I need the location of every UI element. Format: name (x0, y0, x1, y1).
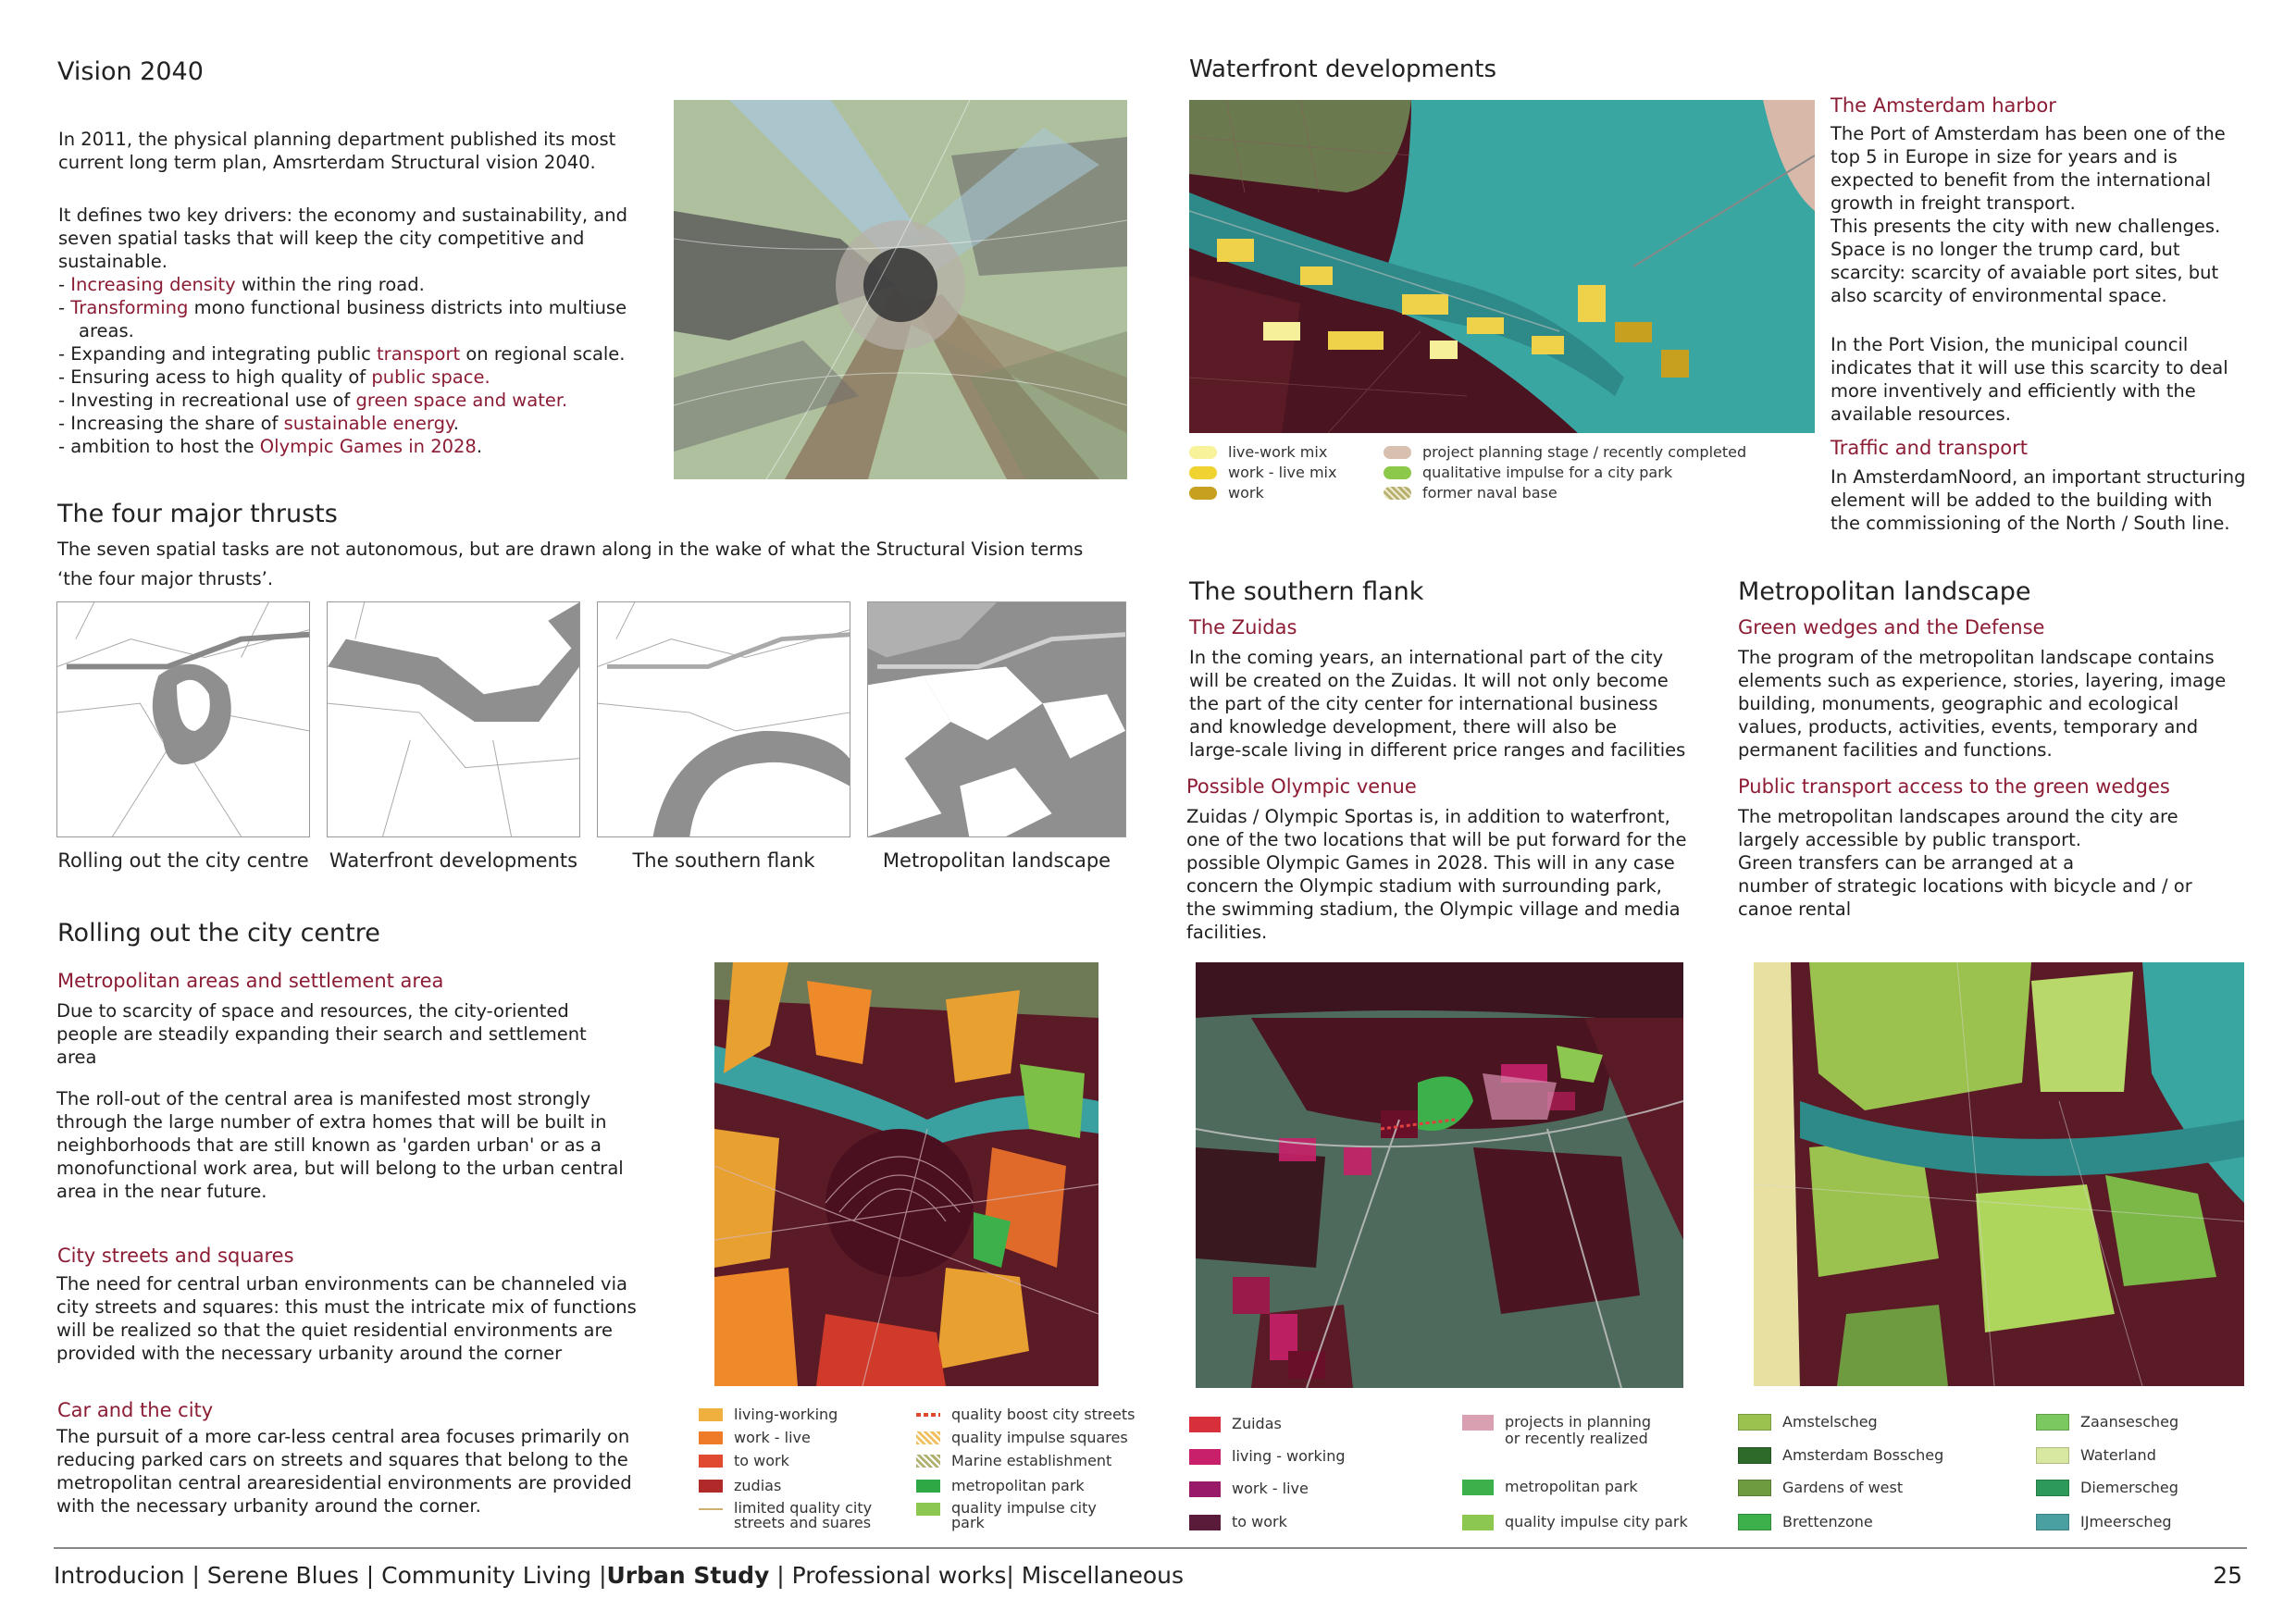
task-pre: - (58, 274, 71, 295)
metro-p2-line: Green transfers can be arranged at a (1738, 852, 2075, 873)
rolling-h3: Car and the city (57, 1399, 214, 1421)
harbor-text (1831, 122, 2226, 307)
legend-label: to work (734, 1452, 789, 1469)
harbor-line: The Port of Amsterdam has been one of the (1831, 123, 2226, 144)
legend-swatch (1384, 446, 1411, 459)
task-highlight: public space. (371, 366, 490, 388)
southern-p2-line: Zuidas / Olympic Sportas is, in addition to waterfront, (1186, 806, 1670, 827)
legend-item (1189, 444, 1327, 461)
rolling-p2 (56, 1087, 624, 1203)
footer-separator: | (1006, 1562, 1022, 1589)
traffic-line: In AmsterdamNoord, an important structuring (1831, 466, 2246, 488)
metro-h2: Public transport access to the green wedges (1738, 775, 2170, 798)
legend-label: qualitative impulse for a city park (1422, 464, 1673, 481)
task-pre: - Investing in recreational use of (58, 390, 356, 411)
legend-label: Brettenzone (1782, 1513, 1873, 1530)
legend-label: project planning stage / recently completed (1422, 443, 1747, 461)
legend-label: former naval base (1422, 484, 1558, 502)
legend-label: zudias (734, 1477, 782, 1494)
metro-p1-line: permanent facilities and functions. (1738, 739, 2053, 761)
harbor-line: growth in freight transport. (1831, 192, 2076, 214)
footer-separator: | (776, 1562, 792, 1589)
legend-swatch (1738, 1414, 1771, 1431)
task-post: on regional scale. (460, 343, 626, 365)
harbor-line: also scarcity of environmental space. (1831, 285, 2167, 306)
legend-swatch (1738, 1447, 1771, 1464)
legend-swatch (916, 1431, 940, 1444)
legend-item (1189, 1514, 1287, 1530)
thumb-caption: Metropolitan landscape (882, 849, 1111, 872)
legend-swatch (1189, 1481, 1221, 1497)
metro-p2-line: canoe rental (1738, 898, 1852, 920)
southern-title: The southern flank (1189, 577, 1424, 606)
legend-item (1384, 444, 1746, 461)
harbor-line: This presents the city with new challenges. (1831, 216, 2221, 237)
southern-p2 (1186, 805, 1686, 944)
legend-label: Zaansescheg (2080, 1413, 2179, 1431)
legend-item (916, 1453, 1111, 1469)
vision-task (58, 389, 627, 412)
legend-swatch (1738, 1480, 1771, 1496)
thumb-caption: Rolling out the city centre (57, 849, 309, 872)
legend-item (1462, 1514, 1688, 1530)
legend-item (1462, 1414, 1666, 1447)
southern-p2-line: the swimming stadium, the Olympic village and media (1186, 898, 1681, 920)
metro-p1 (1738, 646, 2226, 762)
legend-item (1462, 1479, 1638, 1495)
legend-item (699, 1478, 781, 1494)
harbor-line: Space is no longer the trump card, but (1831, 239, 2180, 260)
legend-swatch (1462, 1480, 1494, 1495)
footer-nav-item[interactable]: Serene Blues (206, 1562, 359, 1589)
task-pre: - ambition to host the (58, 436, 260, 457)
task-highlight: green space and water. (355, 390, 568, 411)
legend-label: projects in planning or recently realized (1505, 1413, 1652, 1447)
legend-swatch (1189, 446, 1217, 459)
rolling-p4-line: reducing parked cars on streets and squares that belong to the (56, 1449, 628, 1470)
task-highlight: Olympic Games in 2028 (259, 436, 477, 457)
legend-label: Diemerscheg (2080, 1479, 2178, 1496)
metro-p1-line: building, monuments, geographic and ecological (1738, 693, 2179, 714)
task-highlight: Transforming (70, 297, 189, 318)
legend-swatch (2036, 1414, 2069, 1431)
rolling-p1-line: area (56, 1047, 97, 1068)
legend-label: Amsterdam Bosscheg (1782, 1446, 1944, 1464)
legend-swatch (699, 1431, 723, 1444)
vision-intro-line: current long term plan, Amsrterdam Structural vision 2040. (58, 152, 596, 173)
metro-p2-line: number of strategic locations with bicycle and / or (1738, 875, 2192, 897)
legend-swatch (1384, 466, 1411, 479)
legend-label: living-working (734, 1406, 838, 1423)
legend-label: metropolitan park (1505, 1478, 1638, 1495)
legend-item (699, 1406, 838, 1423)
rolling-h2: City streets and squares (57, 1245, 294, 1267)
waterfront-title: Waterfront developments (1189, 56, 1497, 83)
southern-p1-line: large-scale living in different price ranges and facilities (1189, 739, 1686, 761)
legend-item (1384, 465, 1672, 481)
footer-nav-item-active[interactable]: Urban Study (606, 1562, 770, 1589)
legend-swatch (1189, 1515, 1221, 1530)
task-highlight: transport (377, 343, 461, 365)
vision-task (58, 273, 627, 296)
legend-swatch (2036, 1447, 2069, 1464)
traffic-text (1831, 465, 2245, 535)
vision-task (58, 296, 627, 319)
legend-swatch (1384, 487, 1411, 500)
southern-p1-line: the part of the city center for international business (1189, 693, 1658, 714)
footer-nav-item[interactable]: Miscellaneous (1021, 1562, 1185, 1589)
traffic-title: Traffic and transport (1831, 437, 2028, 459)
rolling-p4-line: The pursuit of a more car-less central area focuses primarily on (56, 1426, 630, 1447)
waterfront-map-image (1189, 100, 1815, 433)
metro-title: Metropolitan landscape (1738, 577, 2031, 606)
legend-swatch (1189, 466, 1217, 479)
task-pre: - Expanding and integrating public (58, 343, 378, 365)
task-highlight: sustainable energy (283, 413, 453, 434)
legend-item (1384, 485, 1558, 502)
vision-title: Vision 2040 (57, 57, 204, 86)
legend-item (699, 1453, 789, 1469)
thrusts-text-line: ‘the four major thrusts’. (57, 568, 274, 589)
harbor-line: expected to benefit from the international (1831, 169, 2212, 191)
metro-h1: Green wedges and the Defense (1738, 616, 2045, 638)
vision-task (58, 365, 627, 389)
footer-nav-item[interactable]: Professional works (791, 1562, 1007, 1589)
legend-item (916, 1501, 1101, 1530)
task-post: within the ring road. (235, 274, 425, 295)
legend-item (1738, 1414, 1878, 1431)
legend-swatch (2036, 1514, 2069, 1530)
legend-item (916, 1478, 1085, 1494)
legend-item (1189, 1481, 1309, 1497)
rolling-p4-line: with the necessary urbanity around the corner. (56, 1495, 481, 1517)
rolling-p2-line: area in the near future. (56, 1181, 267, 1202)
vision-drivers (58, 204, 627, 273)
legend-label: work - live (734, 1429, 811, 1446)
rolling-map-image (714, 962, 1098, 1386)
legend-label: to work (1232, 1513, 1287, 1530)
rolling-p3 (56, 1272, 637, 1365)
legend-item (1189, 485, 1264, 502)
southern-p2-line: possible Olympic Games in 2028. This will in any case (1186, 852, 1675, 873)
legend-item (1189, 1416, 1282, 1432)
thumb-caption: The southern flank (632, 849, 815, 872)
legend-item (1738, 1447, 1943, 1464)
vision-task (58, 342, 627, 365)
legend-swatch (916, 1455, 940, 1468)
footer-separator: | (192, 1562, 207, 1589)
legend-label: living - working (1232, 1447, 1346, 1465)
port-text (1831, 333, 2228, 426)
vision-drivers-line: It defines two key drivers: the economy and sustainability, and (58, 204, 627, 226)
page-number: 25 (2213, 1562, 2242, 1589)
rolling-p2-line: neighborhoods that are still known as 'garden urban' or as a (56, 1134, 602, 1156)
vision-task (58, 319, 627, 342)
legend-swatch (699, 1480, 723, 1493)
rolling-h1: Metropolitan areas and settlement area (57, 970, 444, 992)
legend-label: metropolitan park (951, 1477, 1085, 1494)
southern-h1: The Zuidas (1189, 616, 1297, 638)
legend-label: limited quality city streets and suares (734, 1499, 873, 1531)
legend-label: IJmeerscheg (2080, 1513, 2172, 1530)
legend-swatch (1189, 487, 1217, 500)
vision-task-list (58, 273, 627, 458)
footer-separator: | (366, 1562, 382, 1589)
rolling-p2-line: The roll-out of the central area is manifested most strongly (56, 1088, 591, 1109)
harbor-line: scarcity: scarcity of avaiable port sites, but (1831, 262, 2219, 283)
legend-item (1189, 1448, 1346, 1465)
task-post: . (453, 413, 459, 434)
task-highlight: Increasing density (70, 274, 236, 295)
legend-item (699, 1501, 912, 1530)
southern-p2-line: concern the Olympic stadium with surrounding park, (1186, 875, 1662, 897)
legend-label: Zuidas (1232, 1415, 1282, 1432)
footer-nav-item[interactable]: Community Living (381, 1562, 592, 1589)
rolling-p3-line: city streets and squares: this must the intricate mix of functions (56, 1296, 637, 1318)
legend-swatch (916, 1413, 940, 1417)
legend-label: work (1228, 484, 1264, 502)
port-line: indicates that it will use this scarcity to deal (1831, 357, 2228, 378)
legend-swatch (1462, 1415, 1494, 1431)
rolling-p2-line: monofunctional work area, but will belong to the urban central (56, 1158, 624, 1179)
rolling-p3-line: The need for central urban environments can be channeled via (56, 1273, 627, 1295)
harbor-line: top 5 in Europe in size for years and is (1831, 146, 2178, 167)
legend-item (916, 1430, 1128, 1446)
task-post: mono functional business districts into multiuse (188, 297, 627, 318)
rolling-p1-line: people are steadily expanding their search and settlement (56, 1023, 587, 1045)
metro-map-image (1754, 962, 2244, 1386)
legend-label: quality impulse city park (1505, 1513, 1688, 1530)
legend-item (1738, 1514, 1873, 1530)
legend-swatch (2036, 1480, 2069, 1496)
rolling-p3-line: provided with the necessary urbanity around the corner (56, 1343, 563, 1364)
metro-p2 (1738, 805, 2192, 921)
legend-label: quality impulse city park (951, 1499, 1097, 1531)
vision-drivers-line: sustainable. (58, 251, 168, 272)
metro-p1-line: values, products, activities, events, temporary and (1738, 716, 2199, 737)
traffic-line: the commissioning of the North / South line. (1831, 513, 2230, 534)
southern-p1-line: will be created on the Zuidas. It will not only become (1189, 670, 1669, 691)
legend-item (699, 1430, 811, 1446)
task-pre: - (58, 297, 71, 318)
metro-p2-line: largely accessible by public transport. (1738, 829, 2081, 850)
thumb-waterfront (327, 601, 580, 837)
legend-swatch (1738, 1514, 1771, 1530)
legend-label: Waterland (2080, 1446, 2156, 1464)
footer-nav-item[interactable]: Introducion (54, 1562, 185, 1589)
rolling-p4-line: metropolitan central arearesidential environments are provided (56, 1472, 632, 1493)
port-line: available resources. (1831, 403, 2011, 425)
footer-separator: | (599, 1562, 607, 1589)
legend-item (2036, 1414, 2178, 1431)
task-post: areas. (79, 320, 134, 341)
vision-intro-line: In 2011, the physical planning department published its most (58, 129, 616, 150)
legend-item (916, 1406, 1135, 1423)
legend-label: Amstelscheg (1782, 1413, 1878, 1431)
harbor-title: The Amsterdam harbor (1831, 94, 2056, 117)
rolling-p1-line: Due to scarcity of space and resources, the city-oriented (56, 1000, 569, 1022)
legend-swatch (699, 1408, 723, 1421)
rolling-title: Rolling out the city centre (57, 919, 380, 948)
thrusts-title: The four major thrusts (57, 500, 338, 528)
legend-label: live-work mix (1228, 443, 1328, 461)
thumb-metropolitan (867, 601, 1126, 837)
legend-label: work - live (1232, 1480, 1309, 1497)
task-pre: - Increasing the share of (58, 413, 284, 434)
task-pre: - Ensuring acess to high quality of (58, 366, 372, 388)
southern-p2-line: one of the two locations that will be put forward for the (1186, 829, 1687, 850)
southern-map-image (1196, 962, 1683, 1388)
legend-swatch (1189, 1449, 1221, 1465)
southern-h2: Possible Olympic venue (1186, 775, 1417, 798)
vision-drivers-line: seven spatial tasks that will keep the city competitive and (58, 228, 585, 249)
footer-nav (54, 1562, 1184, 1589)
legend-swatch (916, 1503, 940, 1516)
thrusts-text-line: The seven spatial tasks are not autonomous, but are drawn along in the wake of what the Structural Vision terms (57, 539, 1084, 560)
southern-p1 (1189, 646, 1685, 762)
legend-item (2036, 1447, 2156, 1464)
task-post: . (476, 436, 483, 457)
port-line: more inventively and efficiently with the (1831, 380, 2196, 402)
metro-p1-line: elements such as experience, stories, layering, image (1738, 670, 2227, 691)
legend-swatch (1462, 1515, 1494, 1530)
legend-label: Marine establishment (951, 1452, 1112, 1469)
traffic-line: element will be added to the building with (1831, 489, 2213, 511)
legend-item (2036, 1514, 2172, 1530)
metro-p1-line: The program of the metropolitan landscape contains (1738, 647, 2215, 668)
southern-p1-line: and knowledge development, there will also be (1189, 716, 1618, 737)
legend-item (1738, 1480, 1903, 1496)
southern-p1-line: In the coming years, an international part of the city (1189, 647, 1664, 668)
legend-item (1189, 465, 1336, 481)
thumb-southern-flank (597, 601, 850, 837)
vision-task (58, 435, 627, 458)
rolling-p1 (56, 999, 587, 1069)
legend-label: quality impulse squares (951, 1429, 1128, 1446)
thrusts-text (57, 535, 1083, 594)
thumb-caption: Waterfront developments (329, 849, 578, 872)
legend-label: Gardens of west (1782, 1479, 1904, 1496)
vision-task (58, 412, 627, 435)
footer-divider (54, 1547, 2247, 1549)
legend-swatch (699, 1508, 723, 1510)
rolling-p3-line: will be realized so that the quiet residential environments are (56, 1319, 614, 1341)
thumb-rolling-out (56, 601, 310, 837)
metro-p2-line: The metropolitan landscapes around the city are (1738, 806, 2178, 827)
legend-label: work - live mix (1228, 464, 1337, 481)
rolling-p4 (56, 1425, 632, 1518)
port-line: In the Port Vision, the municipal council (1831, 334, 2189, 355)
legend-item (2036, 1480, 2178, 1496)
legend-label: quality boost city streets (951, 1406, 1136, 1423)
vision-map-image (674, 100, 1127, 479)
southern-p2-line: facilities. (1186, 922, 1268, 943)
vision-intro (58, 128, 615, 174)
legend-swatch (916, 1480, 940, 1493)
legend-swatch (1189, 1417, 1221, 1432)
rolling-p2-line: through the large number of extra homes that will be built in (56, 1111, 607, 1133)
legend-swatch (699, 1455, 723, 1468)
